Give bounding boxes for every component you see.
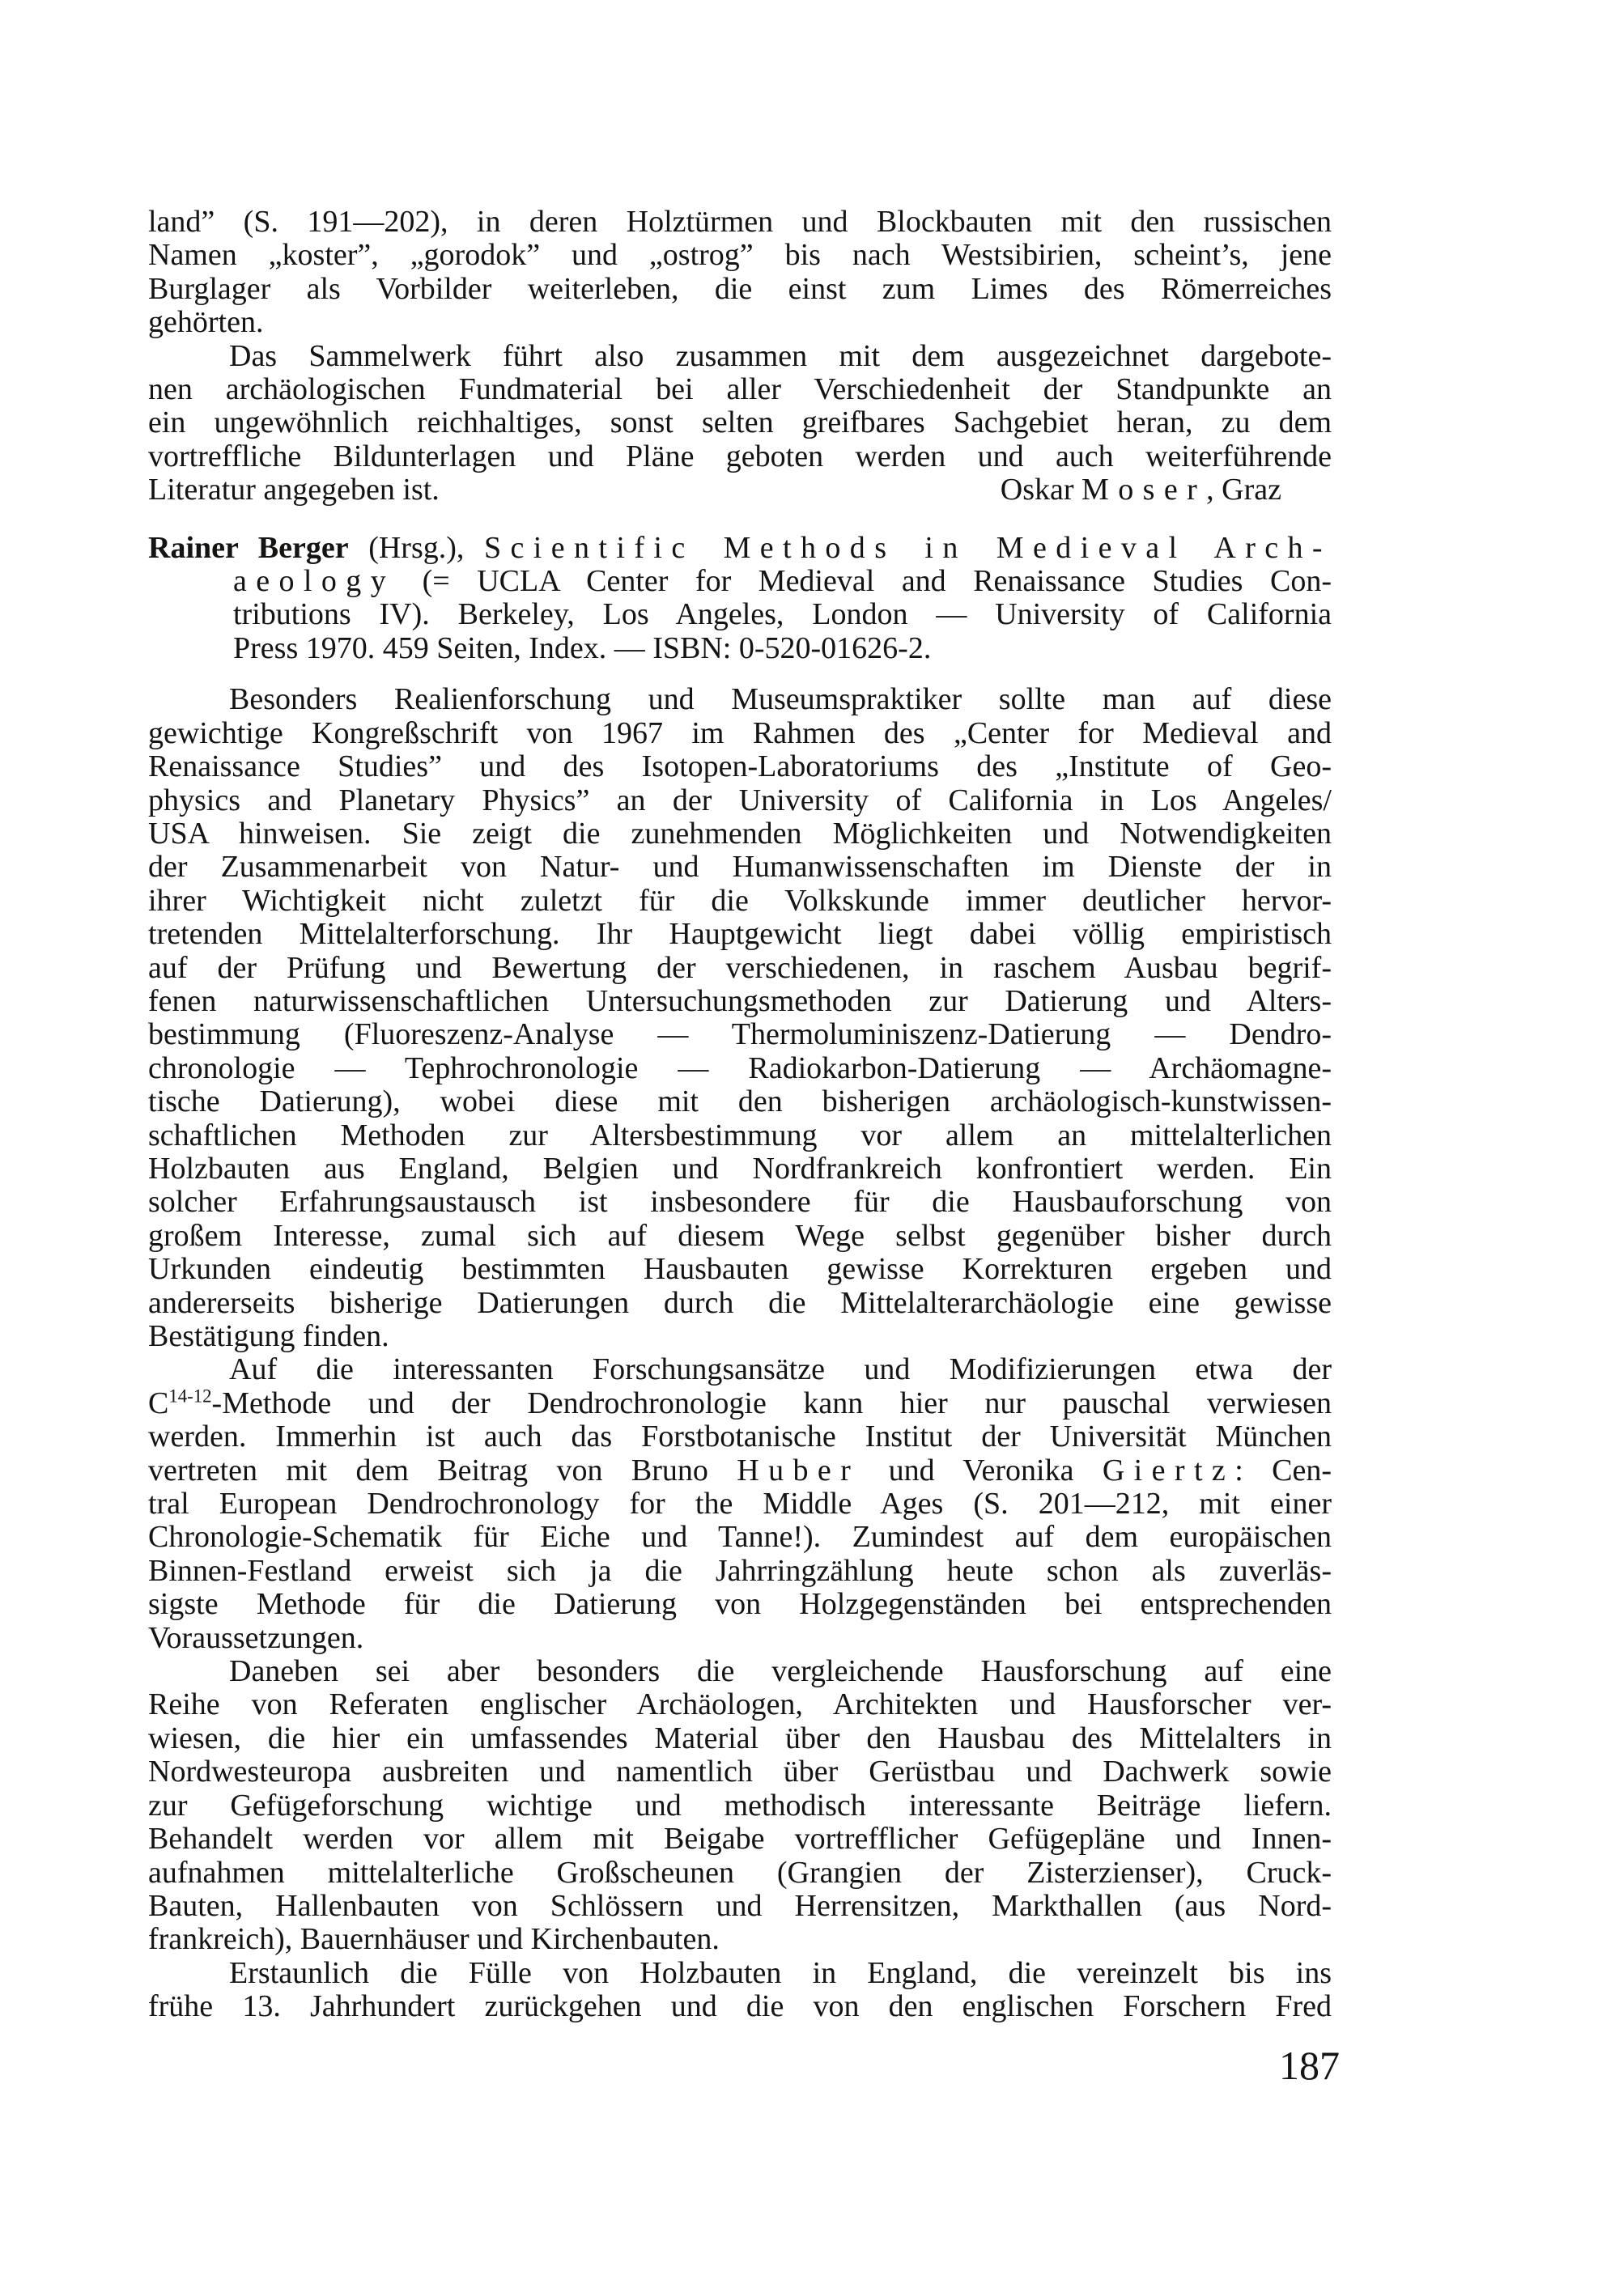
text-line <box>148 784 1332 817</box>
paragraph-besonders <box>148 683 1332 1353</box>
text-segment: Nordwesteuropa ausbreiten und namentlich über Gerüstbau und Dachwerk sowie <box>148 1755 1332 1789</box>
text-segment: zur Gefügeforschung wichtige und methodisch interessante Beiträge liefern. <box>148 1788 1332 1823</box>
text-segment: solcher Erfahrungsaustausch ist insbesondere für die Hausbauforschung von <box>148 1185 1332 1220</box>
text-line <box>229 1353 1332 1386</box>
text-line <box>148 918 1332 951</box>
text-line <box>148 717 1332 750</box>
letterspaced-text: Scientific Methods in Medieval Arch- <box>483 530 1332 565</box>
text-segment: Bauten, Hallenbauten von Schlössern und Herrensitzen, Markthallen (aus Nord- <box>148 1888 1332 1923</box>
text-line <box>233 632 1332 665</box>
text-segment: chronologie — Tephrochronologie — Radiokarbon-Datierung — Archäomagne- <box>148 1050 1332 1085</box>
text-segment: physics and Planetary Physics” an der University of California in Los Angeles/ <box>148 783 1332 817</box>
text-line <box>148 406 1332 439</box>
text-segment: auf der Prüfung und Bewertung der verschiedenen, in raschem Ausbau begrif- <box>148 950 1332 985</box>
text-segment: Namen „koster”, „gorodok” und „ostrog” bis nach Westsibirien, scheint’s, jene <box>148 238 1332 273</box>
text-line <box>148 239 1332 272</box>
text-line <box>148 1420 1332 1454</box>
text-line <box>148 1085 1332 1118</box>
text-segment: land” (S. 191—202), in deren Holztürmen und Blockbauten mit den russischen <box>148 205 1332 239</box>
text-segment: Reihe von Referaten englischer Archäologen, Architekten und Hausforscher ver- <box>148 1687 1332 1722</box>
text-line <box>148 1857 1332 1890</box>
text-line <box>229 1957 1332 1990</box>
text-block <box>148 206 1332 2024</box>
text-line <box>148 1488 1332 1521</box>
text-segment: schaftlichen Methoden zur Altersbestimmung vor allem an mittelalterlichen <box>148 1118 1332 1152</box>
text-segment: Das Sammelwerk führt also zusammen mit dem ausgezeichnet dargebote- <box>229 338 1332 373</box>
text-segment: Burglager als Vorbilder weiterleben, die einst zum Limes des Römerreiches <box>148 271 1332 306</box>
text-line <box>148 750 1332 783</box>
text-line <box>148 851 1332 884</box>
bibliography-heading <box>148 532 1332 666</box>
text-segment: ihrer Wichtigkeit nicht zuletzt für die Volkskunde immer deutlicher hervor- <box>148 883 1332 918</box>
text-segment: wiesen, die hier ein umfassendes Material über den Hausbau des Mittelalters in <box>148 1721 1332 1755</box>
text-line <box>148 885 1332 918</box>
letterspaced-text: aeology <box>233 564 396 599</box>
text-segment: Oskar <box>1000 473 1082 507</box>
text-line <box>229 340 1332 373</box>
text-segment: der Zusammenarbeit von Natur- und Humanwissenschaften im Dienste der in <box>148 850 1332 885</box>
text-line <box>148 1923 1332 1956</box>
text-segment: Daneben sei aber besonders die vergleichende Hausforschung auf eine <box>229 1654 1332 1689</box>
paragraph-continuation <box>148 206 1332 340</box>
letterspaced-text: Giertz <box>1102 1453 1235 1488</box>
letterspaced-text: Huber <box>737 1453 860 1488</box>
text-segment: : Cen- <box>1234 1453 1332 1488</box>
text-line <box>148 1789 1332 1823</box>
superscript-text: 14-12 <box>168 1386 212 1407</box>
text-segment: (Hrsg.), <box>348 530 484 565</box>
text-line <box>148 1018 1332 1051</box>
text-line <box>148 1152 1332 1186</box>
text-line <box>148 1688 1332 1721</box>
text-segment: Renaissance Studies” und des Isotopen-Laboratoriums des „Institute of Geo- <box>148 749 1332 784</box>
text-segment: nen archäologischen Fundmaterial bei aller Verschiedenheit der Standpunkte an <box>148 372 1332 407</box>
text-line <box>148 1890 1332 1923</box>
text-segment: gehörten. <box>148 305 264 340</box>
reviewer-signature <box>1001 473 1332 507</box>
text-line <box>148 1588 1332 1621</box>
paragraph-holzbauten <box>148 1957 1332 2024</box>
text-line <box>148 817 1332 851</box>
text-line <box>148 1287 1332 1320</box>
text-segment: vortreffliche Bildunterlagen und Pläne geboten werden und auch weiterführende <box>148 439 1332 473</box>
text-line <box>148 1052 1332 1085</box>
text-segment: frühe 13. Jahrhundert zurückgehen und die von den englischen Forschern Fred <box>148 1989 1332 2024</box>
text-line <box>233 598 1332 631</box>
text-segment: Press 1970. 459 Seiten, Index. — ISBN: 0-520-01626-2. <box>233 630 932 665</box>
letterspaced-text: Moser <box>1081 473 1207 507</box>
text-line <box>148 273 1332 306</box>
text-segment: werden. Immerhin ist auch das Forstbotanische Institut der Universität München <box>148 1420 1332 1454</box>
page-number: 187 <box>1279 2043 1340 2088</box>
text-line <box>148 1220 1332 1253</box>
text-segment: Behandelt werden vor allem mit Beigabe vortrefflicher Gefügepläne und Innen- <box>148 1822 1332 1857</box>
text-line <box>148 1622 1332 1655</box>
text-line <box>148 1186 1332 1219</box>
text-segment: vertreten mit dem Beitrag von Bruno <box>148 1453 737 1488</box>
text-segment: fenen naturwissenschaftlichen Untersuchungsmethoden zur Datierung und Alters- <box>148 983 1332 1018</box>
text-segment: Binnen-Festland erweist sich ja die Jahrringzählung heute schon als zuverläs- <box>148 1553 1332 1588</box>
text-line <box>148 1555 1332 1588</box>
text-segment: Voraussetzungen. <box>148 1620 364 1655</box>
text-segment: tributions IV). Berkeley, Los Angeles, London — University of California <box>233 597 1332 632</box>
text-line <box>148 952 1332 985</box>
text-line <box>148 473 1332 507</box>
text-segment: USA hinweisen. Sie zeigt die zunehmenden Möglichkeiten und Notwendigkeiten <box>148 816 1332 851</box>
text-line <box>148 1320 1332 1353</box>
text-line <box>148 1823 1332 1856</box>
text-segment: tral European Dendrochronology for the Middle Ages (S. 201—212, mit einer <box>148 1487 1332 1521</box>
text-line <box>148 1119 1332 1152</box>
text-segment: (= UCLA Center for Medieval and Renaissance Studies Con- <box>395 564 1332 599</box>
text-segment: Chronologie-Schematik für Eiche und Tanne!). Zumindest auf dem europäischen <box>148 1520 1332 1555</box>
text-segment: gewichtige Kongreßschrift von 1967 im Rahmen des „Center for Medieval and <box>148 715 1332 750</box>
text-line <box>229 1655 1332 1688</box>
text-segment: tische Datierung), wobei diese mit den bisherigen archäologisch-kunstwissen- <box>148 1084 1332 1119</box>
text-segment: Auf die interessanten Forschungsansätze und Modifizierungen etwa der <box>229 1352 1332 1387</box>
text-line <box>148 1521 1332 1554</box>
text-segment: Holzbauten aus England, Belgien und Nordfrankreich konfrontiert werden. Ein <box>148 1151 1332 1186</box>
text-line <box>148 1722 1332 1755</box>
text-segment: , Graz <box>1206 473 1281 507</box>
text-segment: -Methode und der Dendrochronologie kann hier nur pauschal verwiesen <box>211 1386 1332 1420</box>
paragraph-sammelwerk <box>148 340 1332 507</box>
text-line <box>148 373 1332 406</box>
text-line <box>233 565 1332 598</box>
text-line <box>148 985 1332 1018</box>
text-segment: ein ungewöhnlich reichhaltiges, sonst selten greifbares Sachgebiet heran, zu dem <box>148 405 1332 440</box>
text-line <box>148 206 1332 239</box>
text-line <box>229 683 1332 716</box>
text-segment: sigste Methode für die Datierung von Holzgegenständen bei entsprechenden <box>148 1587 1332 1622</box>
author-name: Rainer Berger <box>148 530 349 565</box>
text-line <box>148 1755 1332 1789</box>
text-line <box>148 306 1332 339</box>
text-segment: Urkunden eindeutig bestimmten Hausbauten gewisse Korrekturen ergeben und <box>148 1252 1332 1287</box>
text-segment: Erstaunlich die Fülle von Holzbauten in England, die vereinzelt bis ins <box>229 1955 1332 1990</box>
text-line <box>148 1253 1332 1286</box>
text-line <box>148 1990 1332 2023</box>
paragraph-forschungsansaetze <box>148 1353 1332 1655</box>
text-segment: bestimmung (Fluoreszenz-Analyse — Thermoluminiszenz-Datierung — Dendro- <box>148 1017 1332 1052</box>
text-segment: Besonders Realienforschung und Museumspraktiker sollte man auf diese <box>229 682 1332 717</box>
text-segment: großem Interesse, zumal sich auf diesem Wege selbst gegenüber bisher durch <box>148 1218 1332 1253</box>
text-segment: frankreich), Bauernhäuser und Kirchenbauten. <box>148 1922 720 1957</box>
text-segment: tretenden Mittelalterforschung. Ihr Hauptgewicht liegt dabei völlig empiristisch <box>148 917 1332 952</box>
text-segment: Literatur angegeben ist. <box>148 473 440 507</box>
text-segment: aufnahmen mittelalterliche Großscheunen (Grangien der Zisterzienser), Cruck- <box>148 1855 1332 1890</box>
text-segment: C <box>148 1386 169 1420</box>
text-line <box>148 440 1332 473</box>
text-segment: Bestätigung finden. <box>148 1319 389 1353</box>
text-segment: andererseits bisherige Datierungen durch die Mittelalterarchäologie eine gewisse <box>148 1285 1332 1320</box>
text-segment: und Veronika <box>860 1453 1103 1488</box>
line-left-text <box>148 473 440 507</box>
text-line <box>148 532 1332 565</box>
paragraph-hausforschung <box>148 1655 1332 1957</box>
text-line <box>148 1387 1332 1420</box>
text-line <box>148 1454 1332 1488</box>
